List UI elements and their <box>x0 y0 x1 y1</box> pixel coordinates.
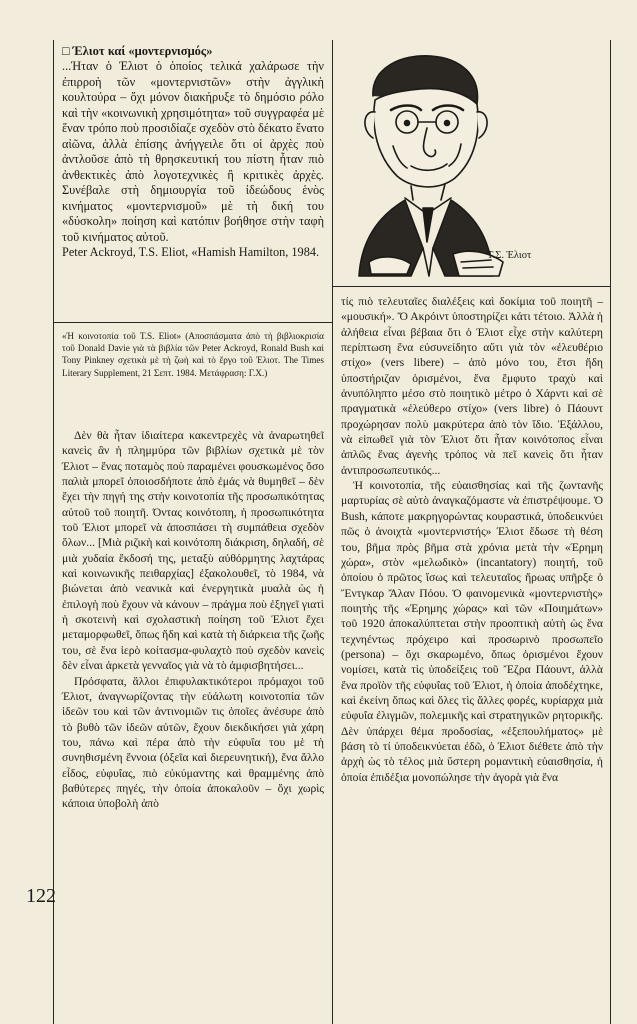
box-body: ...Ήταν ὁ Έλιοτ ὁ ὁποίος τελικά χαλάρωσε τὴν ἐπιρροὴ τῶν «μοντερνιστῶν» στὴν ἀγγλικὴ κουλτούρα – ὄχι μόνον διακήρυξε τὸ δημόσιο ρόλο καὶ τὴν «κοινωνικὴ χρησιμότητα» τοῦ συγγραφέα μὲ ἕναν τρόπο ποὺ προσιδίαζε σχεδὸν στὸ δέκατο ἔνατο αἰῶνα, ἀλλὰ ἐπίσης ἀνήγγειλε ὅτι οἱ ἀρχὲς ποὺ ἀντλοῦσε ἀπὸ τὴ θρησκευτική του πίστη ἦταν πιὸ ἀνθεκτικὲς ἀπὸ λογοτεχνικὲς ἢ κριτικὲς ἀρχὲς. Συνέβαλε στὴ δημιουργία τοῦ ἰδεώδους ἑνὸς κινήματος «μοντερνισμοῦ» μὲ τὴ δική του «δύσκολη» ποίηση καὶ κατόπιν βοήθησε στὴν ταφὴ τοῦ κινήματος αὐτοῦ. <box>62 59 324 244</box>
paragraph: τίς πιὸ τελευταῖες διαλέξεις καὶ δοκίμια τοῦ ποιητῆ – «μουσική». Ὄ Ακρόιντ ὑποστηρίζει κάτι τέτοιο. Ἀλλὰ ἡ ἀλήθεια εἶναι βέβαια ὅτι ὁ Έλιοτ εἶχε στὴν καλύτερη περίπτωση ἕνα εὐσυνείδητο αὔτι γιὰ τὸν «ἐλευθέριο στίχο» (vers libere) – ἀπὸ μόνο του, ἔτσι ἥδη ὑποστήριζαν ὁρισμένοι, ἕνα ἔμφυτο τραχὺ καὶ ἀνυπόληπτο μέσο στὸ ποιητικὸ μέτρο ὁ Χάρντι καὶ σὲ πραγματικὰ «ἐλεύθερο στίχο» (vers libre) ὁ Πάουντ προχώρησαν πολὺ μακρύτερα ἀπὸ τὸν ἴδιο. Ἐξάλλου, νὰ εἰπωθεῖ γιὰ τὸν Έλιοτ ὅτι ἦταν κοινότοπος εἶναι ἁπλῶς ἕνας ἀγενὴς τρόπος νὰ πεῖ κανεὶς ὅτι ἦταν ἀντιπροσωπευτικός... <box>341 295 603 477</box>
left-margin-rule <box>53 40 54 1024</box>
box-title: □ Έλιοτ καί «μοντερνισμός» <box>62 44 213 58</box>
box-separator-rule <box>54 322 332 323</box>
source-note <box>62 330 324 379</box>
source-note-text: «Ή κοινοτοπία τοῦ T.S. Eliot» (Αποσπάσματα ἀπὸ τὴ βιβλιοκρισία τοῦ Donald Davie γιὰ τὰ βιβλία τῶν Peter Ackroyd, Ronald Bush καὶ Tony Pinkney σχετικὰ μὲ τὴ ζωὴ καὶ τὸ ἔργο τοῦ Έλιοτ. The Times Literary Supplement, 21 Σεπτ. 1984. Μετάφραση: Γ.Χ.) <box>62 331 324 378</box>
illustration-caption: Τ.Σ. Έλιοτ <box>487 250 532 261</box>
column-divider-rule <box>332 40 333 1024</box>
paragraph: Πρόσφατα, ἄλλοι ἐπιφυλακτικότεροι πρόμαχοι τοῦ Έλιοτ, ἀναγνωρίζοντας τὴν εὐάλωτη κοινοτοπία τῶν ἰδεῶν του καὶ τῶν ἀντινομιῶν τις ὁποῖες ἀνέσυρε ἀπὸ τὸ βυθὸ τῶν ἰδεῶν αὐτῶν, ἔχουν διεκδικήσει γιὰ χάρη του, πάνω καὶ πέρα ἀπὸ τὴν εὐφυΐα του μὲ τὴ συνηθισμένη ἔννοια (ὀξεῖα καὶ διερευνητική), ἕνα ἄλλο εἶδος, εὐφυΐας, πιὸ εὐκύμαντης καὶ θραμμένης ἀπὸ βαθύτερες πηγές, τὴν ὁποία ἀποκαλοῦν – ὄχι χωρὶς κάποια ὑποβολὴ ἀπὸ <box>62 674 324 811</box>
page-number: 122 <box>26 885 56 907</box>
sidebar-box <box>62 44 324 261</box>
illustration-rule <box>333 286 610 287</box>
eliot-caricature-illustration <box>341 48 511 278</box>
main-text-left <box>62 428 324 812</box>
right-margin-rule <box>610 40 611 1024</box>
paragraph: Ἡ κοινοτοπία, τῆς εὐαισθησίας καὶ τῆς ζωντανῆς μαρτυρίας σὲ αὐτὸ ἀναγκαζόμαστε νὰ ἐπιστρέψουμε. Ὁ Bush, κάποτε μακρηγορώντας κουραστικά, ὑποδεικνύει πῶς ὁ ἀνοιχτὰ «μοντερνιστής» Έλιοτ ἔδωσε τὴ θέση του, βῆμα πρὸς βῆμα στὰ χρόνια μετὰ τὴν «Έρημη χώρα», στὸν «μελωδικὸ» (incantatory) ποιητή, τοῦ ὁποίου ὁ πρῶτος ἴσως καὶ τελευταῖος ἥρωας υπῆρξε ὁ Ἔντγκαρ Ἄλαν Πόου. Ὁ φαινομενικὰ «μοντερνιστὴς» ποιητὴς τῆς «Έρημης χώρας» καὶ τῶν «Ποιημάτων» τοῦ 1920 ἀποκαλύπτεται στὴν προοπτικὴ αὐτὴ ὡς ἕνα τεχνηέντως πρόχειρο καὶ προσωρινὸ προσωπεῖο (persona) – ὄχι σκαρωμένο, ὅπως ὁρισμένοι ἔχουν νομίσει, κατὰ τὶς ὑποδείξεις τοῦ Ἔζρα Πάουντ, ἀλλὰ ἕνα προϊὸν τῆς εὐφυΐας τοῦ Έλιοτ, ἡ ὁποία ἀποδέχτηκε, καὶ ἐκείνη ὅπως καὶ ὅλες τὶς ἄλλες φορές, κυρίαρχα μιὰ εὐφυΐα ἐλιγμῶν, πολεμικῆς καὶ στρατηγικῶν ρητορικῆς. Δὲν ὑπάρχει θέμα προδοσίας, «ἐξεπουλήματος» μὲ βάση τὸ τί ὑποδεικνύεται ἐδῶ, ὁ Έλιοτ διέθετε ἀπὸ τὴν ἀρχὴ ὡς τὸ τέλος μιὰ ὕστερη ρομαντικὴ εὐαισθησία, ἡ ὁποία ἐπιδέξια μονοπώλησε τὴν ἀγορὰ γιὰ ἕνα <box>341 479 603 784</box>
main-text-right <box>341 294 603 785</box>
box-source: Peter Ackroyd, T.S. Eliot, «Hamish Hamilton, 1984. <box>62 245 320 259</box>
paragraph: Δὲν θὰ ἦταν ἰδιαίτερα κακεντρεχὲς νὰ ἀναρωτηθεῖ κανεὶς ἂν ἡ πλημμύρα τῶν βιβλίων σχετικὰ μὲ τὸν Έλιοτ – ἕνας ποταμὸς ποὺ παραμένει φουσκωμένος ὅσο παλιὰ μπορεῖ ὁποιοσδήποτε ἀπὸ ἐμάς νὰ θυμηθεῖ – δὲν ἔχει τὴν πηγή της στὴν κοινοτοπία τῆς προσωπικότητας αὐτοῦ τοῦ ποιητῆ. Όντας κοινότοπη, ἡ προσωπικότητα τοῦ Έλιοτ μπορεῖ νὰ ἀποσπάσει τὴ συμπάθεια σχεδὸν ὅλων... [Μιὰ ριζικὴ καὶ κοινότοπη διάκριση, δηλαδή, σὲ μιὰ χυδαία ἔκδοσή της, μεταξὺ αὐθόρμητης λαχτάρας καὶ κοινωνικῆς πειθαρχίας] ἐξακολουθεῖ, τὸ 1984, νὰ βιώνεται ἀπὸ νεανικὰ καὶ ἐνεργητικὰ μυαλὰ ὡς ἡ ἐπιλογὴ ποὺ ἔχουν νὰ κάνουν – πράγμα ποὺ ἐξηγεῖ γιατὶ ἡ σκοτεινὴ καὶ σχολαστικὴ ποίηση τοῦ Έλιοτ ἔχει μεταμορφωθεῖ, ὅπως ἤδη καὶ κατὰ τὴ διάρκεια τῆς ζωῆς του, σὲ ἕνα ἱερὸ κοίτασμα-φυλαχτὸ ποὺ σχεδὸν κανεὶς δὲν εἶναι ἀρκετὰ γενναῖος γιὰ νὰ τὸ ἀμφισβητήσει... <box>62 429 324 673</box>
